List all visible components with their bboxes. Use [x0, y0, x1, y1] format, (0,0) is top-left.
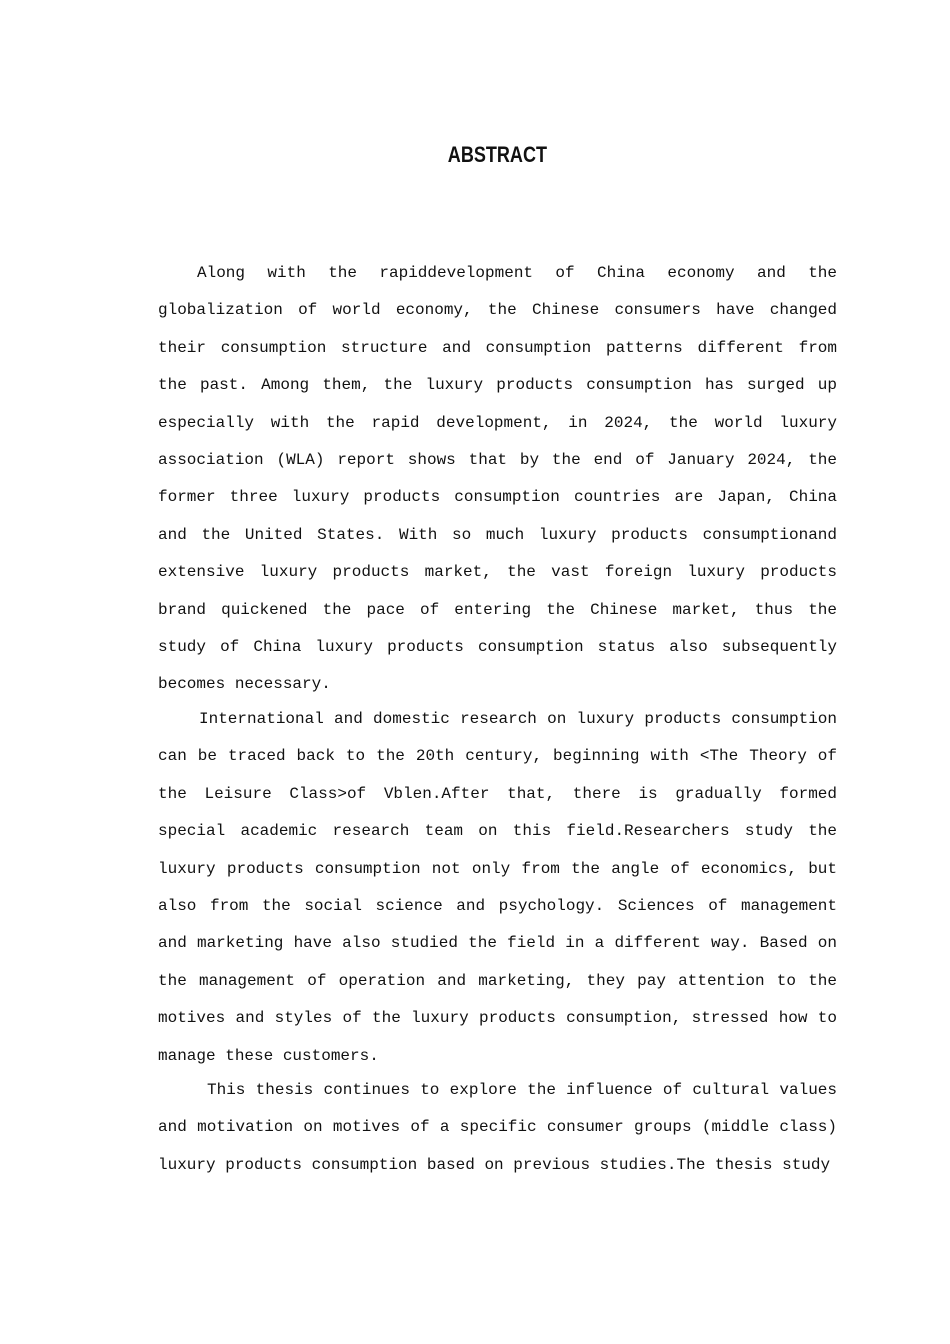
abstract-paragraph-2: International and domestic research on luxury products consumption can be traced back to the 20th century, beginning with <The Theory of the Leisure Class>of Vblen.After that, there is gradually formed special academic research team on this field.Researchers study the luxury products consumption not only from the angle of economics, but also from the social science and psychology. Sciences of management and marketing have also studied the field in a different way. Based on the management of operation and marketing, they pay attention to the motives and styles of the luxury products consumption, stressed how to manage these customers.: [158, 709, 837, 1065]
abstract-paragraph-1: Along with the rapiddevelopment of China economy and the globalization of world economy, the Chinese consumers have changed their consumption structure and consumption patterns different from the past. Among them, the luxury products consumption has surged up especially with the rapid development, in 2024, the world luxury association (WLA) report shows that by the end of January 2024, the former three luxury products consumption countries are Japan, China and the United States. With so much luxury products consumptionand extensive luxury products market, the vast foreign luxury products brand quickened the pace of entering the Chinese market, thus the study of China luxury products consumption status also subsequently becomes necessary.: [158, 264, 837, 694]
abstract-paragraph-3: This thesis continues to explore the influence of cultural values and motivation on motives of a specific consumer groups (middle class) luxury products consumption based on previous studies.The thesis study: [158, 1080, 837, 1174]
abstract-title: ABSTRACT: [447, 142, 548, 167]
abstract-body: [158, 255, 837, 1184]
